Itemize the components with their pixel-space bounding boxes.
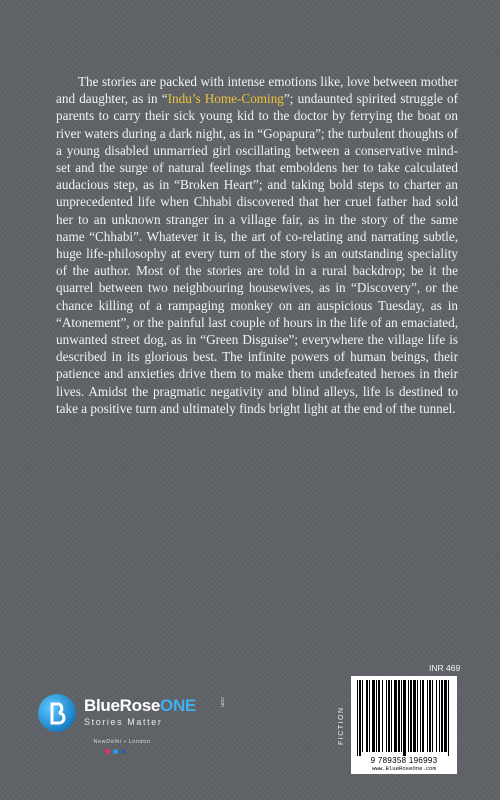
isbn-number: 9 789358 196993 <box>370 756 438 765</box>
price-label: INR 469 <box>429 663 461 673</box>
publisher-cities: NewDelhi • London <box>93 739 151 745</box>
publisher-tagline: Stories Matter <box>84 717 163 727</box>
twitter-icon <box>113 749 118 754</box>
genre-label: FICTION <box>338 706 345 745</box>
back-cover-blurb <box>56 73 458 417</box>
publisher-logo <box>38 690 238 760</box>
highlighted-story-title: Indu’s Home-Coming <box>167 91 284 107</box>
blue-circle-logo-icon <box>38 694 76 732</box>
blurb-text-start: The stories are packed with intense emotions like, love between mother and daughter, as in “ <box>56 74 458 107</box>
facebook-icon <box>121 749 126 754</box>
publisher-name: BlueRoseONE <box>84 696 196 715</box>
barcode-bars <box>351 676 457 756</box>
social-icons <box>105 749 126 754</box>
isbn-barcode <box>351 676 457 774</box>
publisher-domain-suffix: .com <box>219 696 225 707</box>
instagram-icon <box>105 749 110 754</box>
blurb-text-rest: ”; undaunted spirited struggle of parents to carry their sick young kid to the doctor by ferrying the boat on river waters during a dark night, as in “Gopapura”; the turbulent thoughts of a young disabled unmarried girl oscillating between a conservative mind-set and the surge of natural feelings that emboldens her to take calculated audacious step, as in “Broken Heart”; and taking bold steps to charter an unprecedented life when Chhabi discovered that her cruel father had sold her to an unknown stranger in a village fair, as in the story of the same name “Chhabi”. Whatever it is, the art of co-relating and narrating subtle, huge life-philosophy at every turn of the story is an outstanding speciality of the author. Most of the stories are told in a rural backdrop; be it the quarrel between two neighbouring housewives, as in “Discovery”, or the chance killing of a rampaging monkey on an auspicious Tuesday, as in “Atonement”, or the painful last couple of hours in the life of an emaciated, unwanted street dog, as in “Green Disguise”; everywhere the village life is described in its glorious best. The infinite powers of human beings, their patience and anxieties drive them to make them undefeated heroes in their lives. Amidst the pragmatic negativity and blind alleys, life is destined to take a positive turn and ultimately finds bright light at the end of the tunnel. <box>56 91 458 416</box>
publisher-website: www.BlueRoseOne.com <box>372 765 436 772</box>
